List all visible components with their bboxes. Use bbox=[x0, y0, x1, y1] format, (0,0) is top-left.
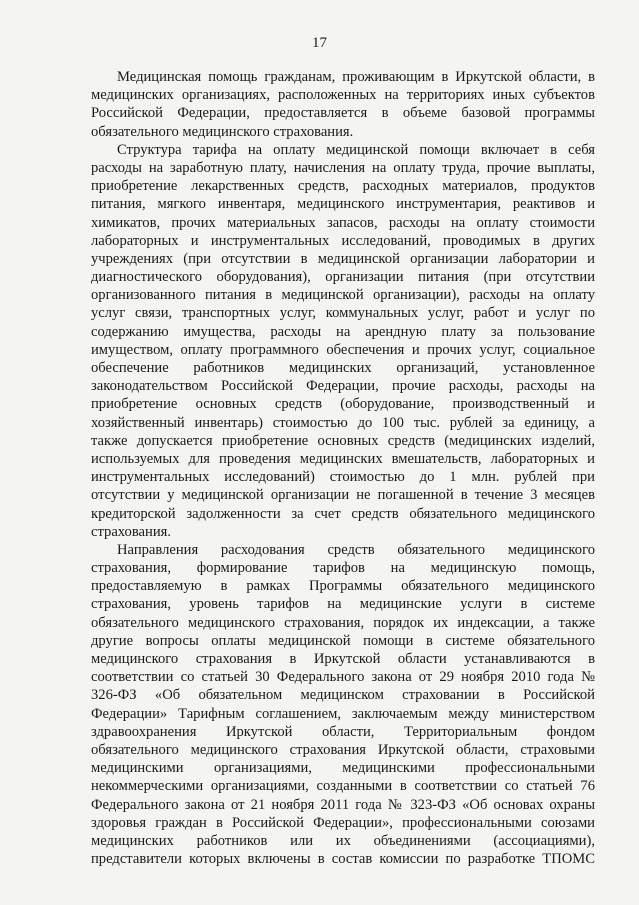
text-line: некоммерческими организациями, созданными в соответствии со статьей 76 bbox=[91, 778, 595, 795]
text-line: другие вопросы оплаты медицинской помощи в системе обязательного bbox=[91, 632, 595, 649]
text-line: приобретение лекарственных средств, расходных материалов, продуктов bbox=[91, 178, 595, 195]
text-line: Медицинская помощь гражданам, проживающим в Иркутской области, в bbox=[117, 69, 595, 85]
text-line: здоровья граждан в Российской Федерации», профессиональными союзами bbox=[91, 814, 595, 831]
text-line: обеспечение работников медицинских организаций, установленное bbox=[91, 360, 595, 376]
text-line: Федерального закона от 21 ноября 2011 года № 323-ФЗ «Об основах охраны bbox=[91, 796, 595, 813]
text-line: обязательного медицинского страхования, порядок их индексации, а также bbox=[91, 614, 595, 631]
text-line: страхования. bbox=[91, 523, 172, 540]
text-line: 326-ФЗ «Об обязательном медицинском страховании в Российской bbox=[91, 687, 595, 704]
text-line: инструментальных исследований) стоимостью до 1 млн. рублей при bbox=[91, 469, 595, 486]
text-line: имуществом, оплату программного обеспечения и прочих услуг, социальное bbox=[91, 341, 595, 358]
text-line: расходы на заработную плату, начисления на оплату труда, прочие выплаты, bbox=[91, 159, 595, 176]
text-line: Федерации» Тарифным соглашением, заключаемым между министерством bbox=[91, 705, 595, 722]
text-line: здравоохранения Иркутской области, Территориальным фондом bbox=[91, 723, 595, 740]
text-line: представители которых включены в состав комиссии по разработке ТПОМС bbox=[91, 851, 595, 868]
text-line: содержанию имущества, расходы на арендную плату за пользование bbox=[91, 323, 595, 340]
text-line: медицинскими организациями, медицинскими профессиональными bbox=[91, 760, 595, 777]
text-line: учреждениях (при отсутствии в медицинской организации лаборатории и bbox=[91, 250, 595, 267]
text-line: соответствии со статьей 30 Федерального закона от 29 ноября 2010 года № bbox=[91, 669, 595, 686]
text-line: диагностического оборудования), организации питания (при отсутствии bbox=[91, 269, 595, 286]
paragraph-2 bbox=[91, 141, 595, 541]
text-line: услуг связи, транспортных услуг, коммунальных услуг, работ и услуг по bbox=[91, 305, 595, 322]
paragraph-3 bbox=[91, 541, 595, 868]
text-line: Структура тарифа на оплату медицинской помощи включает в себя bbox=[117, 141, 595, 158]
paragraph-1 bbox=[91, 68, 595, 141]
text-line: отсутствии у медицинской организации не погашенной в течение 3 месяцев bbox=[91, 487, 595, 504]
text-line: питания, мягкого инвентаря, медицинского инструментария, реактивов и bbox=[91, 196, 595, 213]
text-line: организованного питания в медицинской организации), расходы на оплату bbox=[91, 287, 595, 304]
text-line: лабораторных и инструментальных исследований, проводимых в других bbox=[91, 232, 595, 249]
text-line: приобретение основных средств (оборудование, производственный и bbox=[91, 396, 595, 413]
text-line: законодательством Российской Федерации, прочие расходы, расходы на bbox=[91, 378, 595, 395]
text-line: предоставляемую в рамках Программы обязательного медицинского bbox=[91, 578, 595, 595]
text-line: медицинских работников или их объединениями (ассоциациями), bbox=[91, 832, 595, 849]
page-number: 17 bbox=[312, 35, 327, 51]
text-line: обязательного медицинского страхования. bbox=[91, 123, 354, 140]
text-line: используемых для проведения медицинских вмешательств, лабораторных и bbox=[91, 450, 595, 467]
text-line: страхования, уровень тарифов на медицинские услуги в системе bbox=[91, 596, 595, 613]
text-line: также допускается приобретение основных средств (медицинских изделий, bbox=[91, 432, 595, 449]
text-line: страхования, формирование тарифов на медицинскую помощь, bbox=[91, 560, 595, 577]
text-line: кредиторской задолженности за счет средств обязательного медицинского bbox=[91, 505, 595, 522]
text-line: химикатов, прочих материальных запасов, расходы на оплату стоимости bbox=[91, 214, 595, 231]
text-line: медицинских организациях, расположенных на территориях иных субъектов bbox=[91, 87, 595, 104]
text-line: хозяйственный инвентарь) стоимостью до 100 тыс. рублей за единицу, а bbox=[91, 414, 595, 431]
text-line: обязательного медицинского страхования Иркутской области, страховыми bbox=[91, 741, 595, 758]
document-body bbox=[91, 68, 595, 868]
text-line: Направления расходования средств обязательного медицинского bbox=[117, 541, 595, 558]
text-line: медицинского страхования в Иркутской области устанавливаются в bbox=[91, 651, 595, 667]
text-line: Российской Федерации, предоставляется в объеме базовой программы bbox=[91, 105, 595, 122]
